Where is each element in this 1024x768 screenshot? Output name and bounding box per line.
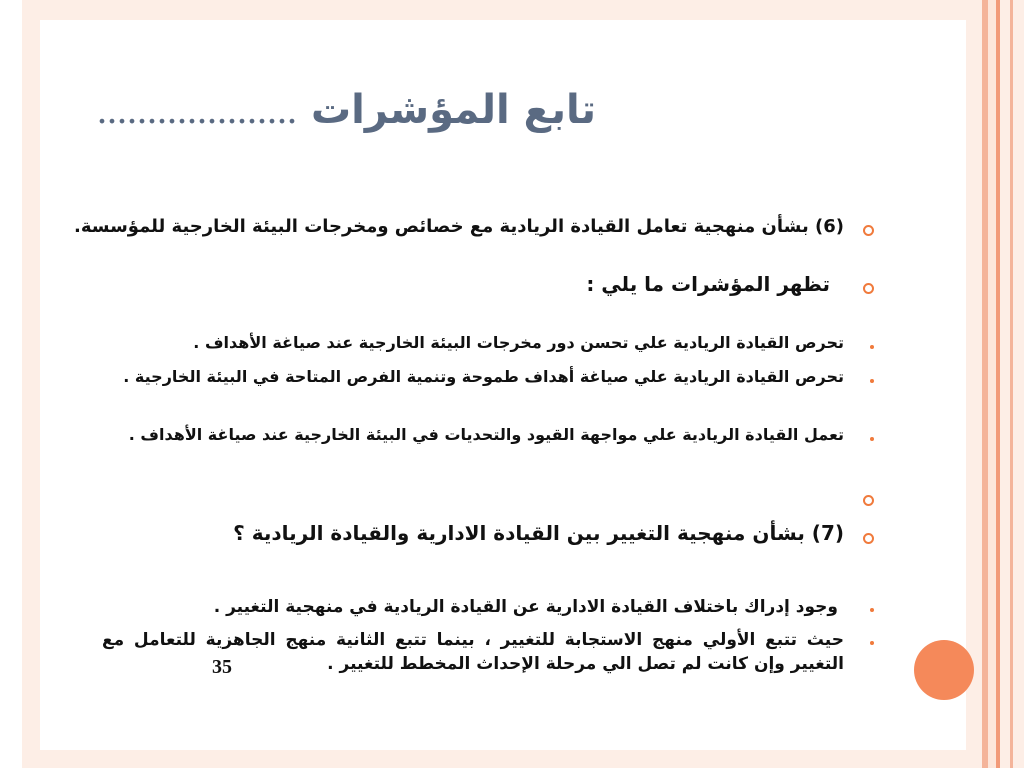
page-number: 35: [212, 656, 232, 678]
list-item: تعمل القيادة الريادية علي مواجهة القيود والتحديات في البيئة الخارجية عند صياغة الأهداف .: [128, 425, 844, 444]
bullet-ring-icon: [863, 533, 874, 544]
bullet-dot-icon: [870, 608, 874, 612]
list-item: تحرص القيادة الريادية علي صياغة أهداف طموحة وتنمية الفرص المتاحة في البيئة الخارجية .: [123, 367, 844, 386]
list-item: تحرص القيادة الريادية علي تحسن دور مخرجات البيئة الخارجية عند صياغة الأهداف .: [193, 333, 844, 352]
title-dots: ....................: [97, 87, 297, 132]
decorative-stripe: [1000, 0, 1010, 768]
list-item: تظهر المؤشرات ما يلي :: [586, 272, 830, 296]
slide-title: [60, 86, 596, 133]
title-text: تابع المؤشرات: [310, 87, 596, 133]
decorative-stripe: [1013, 0, 1024, 768]
list-item: (7) بشأن منهجية التغيير بين القيادة الادارية والقيادة الريادية ؟: [233, 521, 844, 545]
bullet-dot-icon: [870, 379, 874, 383]
list-item: حيث تتبع الأولي منهج الاستجابة للتغيير ، بينما تتبع الثانية منهج الجاهزية للتعامل مع التغيير وإن كانت لم تصل الي مرحلة الإحداث المخطط للتغيير .: [102, 630, 844, 674]
bullet-ring-icon: [863, 225, 874, 236]
list-item: وجود إدراك باختلاف القيادة الادارية عن القيادة الريادية في منهجية التغيير .: [213, 597, 838, 617]
decorative-stripe: [988, 0, 996, 768]
list-item: (6) بشأن منهجية تعامل القيادة الريادية مع خصائص ومخرجات البيئة الخارجية للمؤسسة.: [74, 216, 844, 237]
decorative-circle: [914, 640, 974, 700]
bullet-dot-icon: [870, 437, 874, 441]
bullet-dot-icon: [870, 345, 874, 349]
bullet-dot-icon: [870, 641, 874, 645]
bullet-ring-icon: [863, 283, 874, 294]
bullet-ring-icon: [863, 495, 874, 506]
